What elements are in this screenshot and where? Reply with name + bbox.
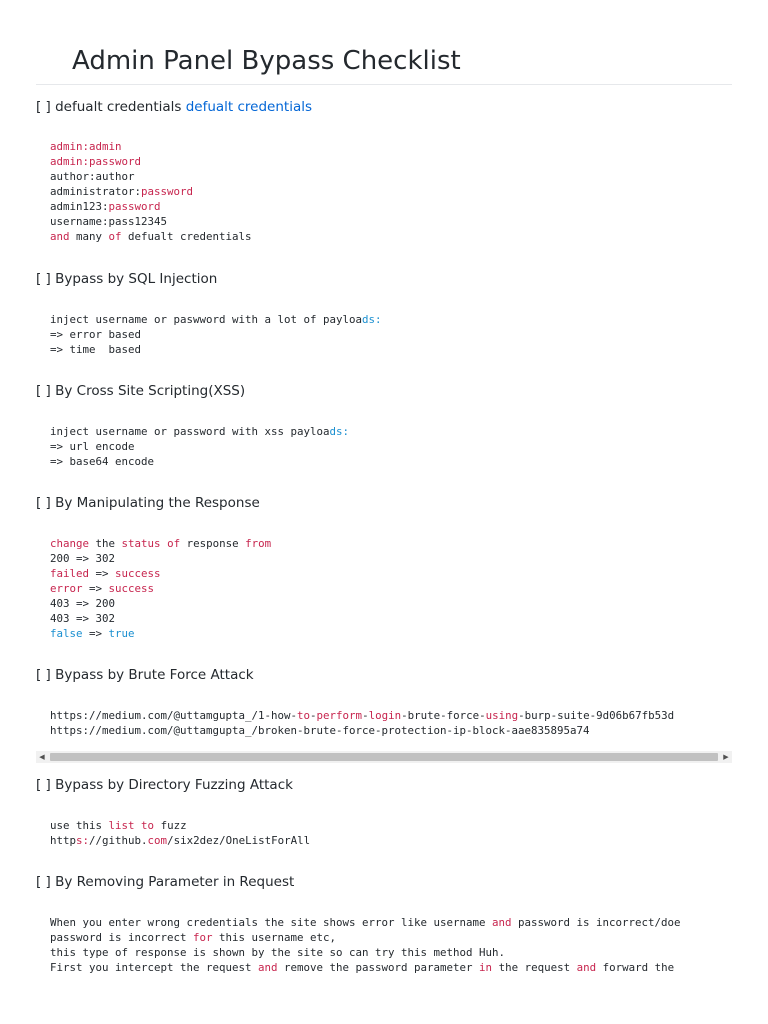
- code-line: [50, 439, 732, 454]
- code-token: =>: [82, 582, 109, 595]
- code-token: from: [245, 537, 272, 550]
- code-line: [50, 139, 732, 154]
- code-token: => time based: [50, 343, 142, 356]
- code-token: for: [193, 931, 213, 944]
- code-line: [50, 154, 732, 169]
- code-line: [50, 327, 732, 342]
- code-line: [50, 169, 732, 184]
- code-line: [50, 551, 732, 566]
- code-token: password: [108, 200, 161, 213]
- code-block-brute-force: [36, 708, 732, 738]
- code-token: inject username or password with xss payloa: [50, 425, 330, 438]
- code-token: administrator:: [50, 185, 142, 198]
- code-token: and: [576, 961, 597, 974]
- code-token: ds:: [362, 313, 382, 326]
- code-line: [50, 214, 732, 229]
- code-line: [50, 566, 732, 581]
- code-token: using: [485, 709, 519, 722]
- scrollbar-thumb[interactable]: [50, 753, 718, 761]
- code-line: [50, 424, 732, 439]
- code-token: true: [108, 627, 135, 640]
- scroll-left-icon[interactable]: ◀: [39, 753, 45, 761]
- code-block-xss: [36, 424, 732, 469]
- code-token: => base64 encode: [50, 455, 155, 468]
- code-line: [50, 818, 732, 833]
- code-line: [50, 945, 732, 960]
- default-credentials-link[interactable]: defualt credentials: [185, 99, 313, 115]
- section-heading-brute-force: [ ] Bypass by Brute Force Attack: [36, 667, 254, 683]
- code-line: [50, 708, 732, 723]
- code-token: ds:: [329, 425, 350, 438]
- section-heading-sql-injection: [ ] Bypass by SQL Injection: [36, 271, 218, 287]
- code-token: /six2dez/OneListForAll: [167, 834, 311, 847]
- code-block-directory-fuzzing: [36, 818, 732, 848]
- code-token: inject username or paswword with a lot of payloa: [50, 313, 363, 326]
- code-token: forward the: [596, 961, 675, 974]
- code-token: success: [108, 582, 155, 595]
- section-heading-manipulating-response: [ ] By Manipulating the Response: [36, 495, 260, 511]
- code-token: admin:password: [50, 155, 142, 168]
- code-token: -brute-force-: [401, 709, 486, 722]
- code-line: [50, 581, 732, 596]
- code-token: to: [297, 709, 311, 722]
- section-heading-default-credentials: [36, 98, 312, 116]
- code-token: remove the password parameter: [277, 961, 480, 974]
- code-token: =>: [89, 567, 116, 580]
- code-token: list: [108, 819, 135, 832]
- code-line: [50, 723, 732, 738]
- code-token: username:pass12345: [50, 215, 168, 228]
- code-line: [50, 342, 732, 357]
- code-line: [50, 184, 732, 199]
- code-token: in: [479, 961, 493, 974]
- code-line: [50, 930, 732, 945]
- code-token: defualt credentials: [121, 230, 252, 243]
- code-token: response: [180, 537, 246, 550]
- code-token: success: [115, 567, 161, 580]
- code-token: of: [108, 230, 122, 243]
- code-token: admin123:: [50, 200, 109, 213]
- code-token: https://medium.com/@uttamgupta_/broken-brute-force-protection-ip-block-aae835895a74: [50, 724, 590, 737]
- code-token: perform: [316, 709, 363, 722]
- code-token: use this: [50, 819, 109, 832]
- code-line: [50, 229, 732, 244]
- code-token: admin:admin: [50, 140, 122, 153]
- code-token: and: [258, 961, 278, 974]
- code-block-default-credentials: [36, 139, 732, 244]
- code-line: [50, 454, 732, 469]
- code-token: the request: [492, 961, 577, 974]
- code-token: https://medium.com/@uttamgupta_/1-how-: [50, 709, 298, 722]
- code-token: password: [141, 185, 194, 198]
- code-token: => error based: [50, 328, 142, 341]
- code-block-sql-injection: [36, 312, 732, 357]
- code-token: -burp-suite-9d06b67fb53d: [518, 709, 675, 722]
- code-token: false: [50, 627, 83, 640]
- code-token: 403 => 302: [50, 612, 116, 625]
- code-token: failed: [50, 567, 90, 580]
- code-token: password is incorrect: [50, 931, 194, 944]
- code-token: many: [69, 230, 109, 243]
- code-token: 200 => 302: [50, 552, 116, 565]
- code-line: [50, 915, 732, 930]
- code-token: of: [167, 537, 181, 550]
- code-block-removing-parameter: [36, 915, 732, 975]
- code-token: and: [492, 916, 512, 929]
- code-token: author:author: [50, 170, 135, 183]
- code-token: password is incorrect/doe: [511, 916, 681, 929]
- code-token: => url encode: [50, 440, 135, 453]
- code-token: this username etc,: [212, 931, 337, 944]
- code-token: com: [147, 834, 168, 847]
- code-line: [50, 596, 732, 611]
- code-token: =>: [82, 627, 109, 640]
- code-token: change: [50, 537, 90, 550]
- code-token: fuzz: [154, 819, 187, 832]
- code-block-manipulating-response: [36, 536, 732, 641]
- code-token: the: [89, 537, 122, 550]
- code-token: First you intercept the request: [50, 961, 259, 974]
- code-line: [50, 312, 732, 327]
- code-token: 403 => 200: [50, 597, 116, 610]
- code-token: this type of response is shown by the site so can try this method Huh.: [50, 946, 506, 959]
- code-token: http: [50, 834, 77, 847]
- code-token: login: [368, 709, 402, 722]
- code-line: [50, 626, 732, 641]
- code-token: error: [50, 582, 83, 595]
- code-token: to: [141, 819, 155, 832]
- section-heading-xss: [ ] By Cross Site Scripting(XSS): [36, 383, 246, 399]
- code-token: //github.: [89, 834, 148, 847]
- code-token: -: [362, 709, 369, 722]
- page-title: Admin Panel Bypass Checklist: [36, 40, 732, 85]
- section-heading-directory-fuzzing: [ ] Bypass by Directory Fuzzing Attack: [36, 777, 293, 793]
- scroll-right-icon[interactable]: ▶: [723, 753, 729, 761]
- code-line: [50, 960, 732, 975]
- code-token: -: [310, 709, 317, 722]
- code-token: s:: [76, 834, 90, 847]
- code-token: When you enter wrong credentials the site shows error like username: [50, 916, 493, 929]
- code-line: [50, 611, 732, 626]
- code-line: [50, 536, 732, 551]
- code-line: [50, 199, 732, 214]
- code-line: [50, 833, 732, 848]
- code-token: status: [121, 537, 161, 550]
- section-heading-text: [ ] defualt credentials: [36, 99, 182, 115]
- horizontal-scrollbar[interactable]: [36, 751, 732, 763]
- section-heading-removing-parameter: [ ] By Removing Parameter in Request: [36, 874, 295, 890]
- code-token: and: [50, 230, 70, 243]
